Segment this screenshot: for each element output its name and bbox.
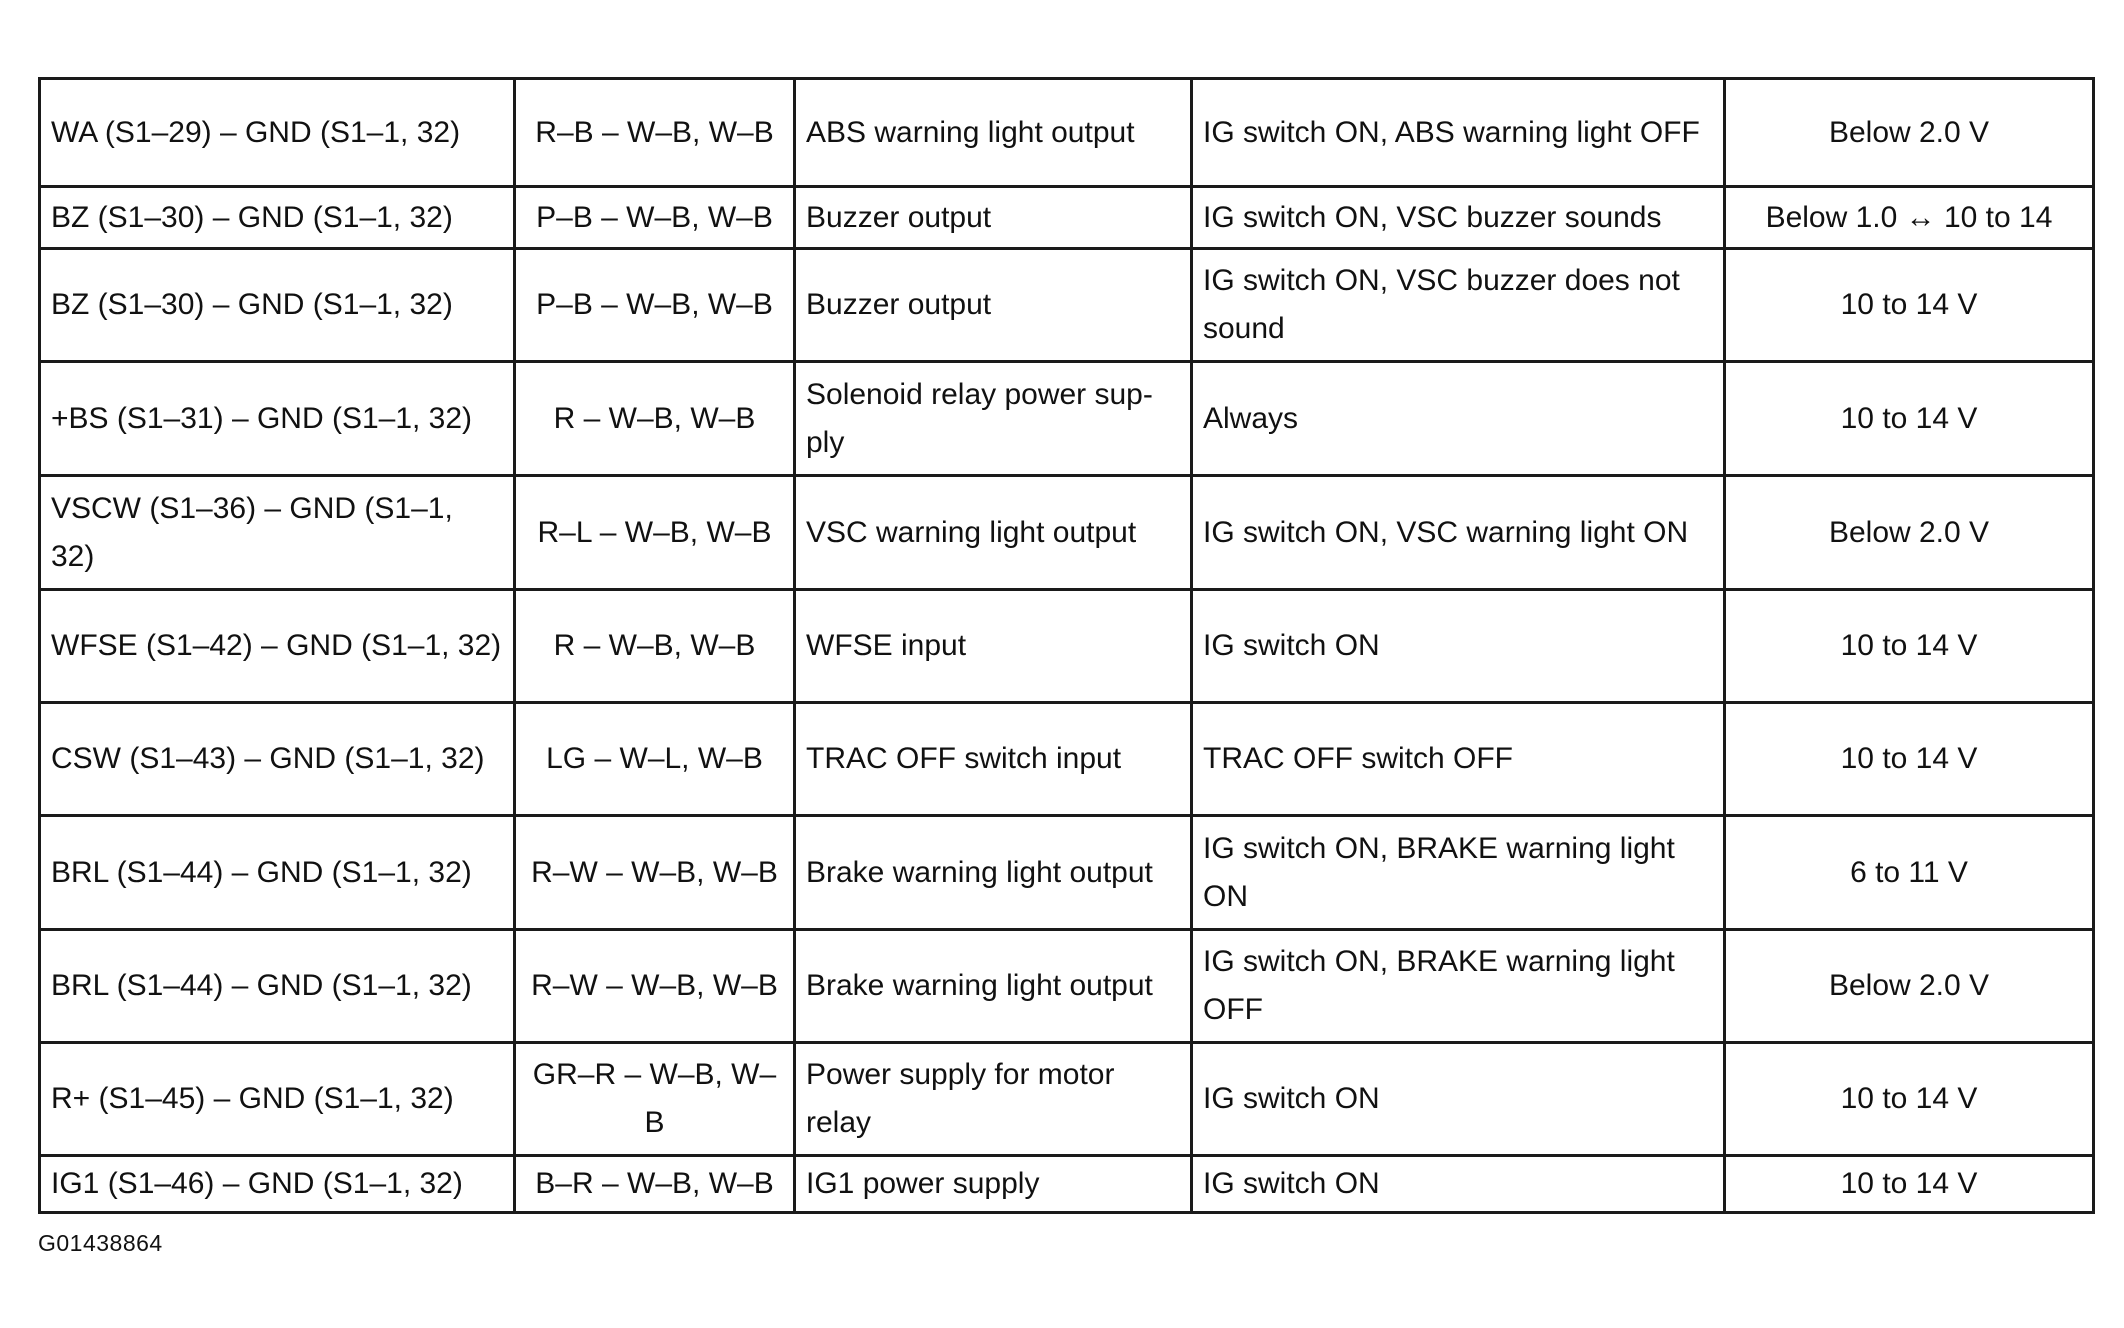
condition-cell: Always (1192, 362, 1725, 476)
wiring-color-cell: R – W–B, W–B (515, 362, 795, 476)
specified-value-cell: Below 2.0 V (1725, 930, 2094, 1043)
table-body (40, 79, 2094, 1213)
terminal-cell: BZ (S1–30) – GND (S1–1, 32) (40, 187, 515, 249)
condition-cell: IG switch ON (1192, 1043, 1725, 1156)
condition-cell: IG switch ON, ABS warning light OFF (1192, 79, 1725, 187)
specified-value-cell: 10 to 14 V (1725, 590, 2094, 703)
wiring-color-cell: R–W – W–B, W–B (515, 930, 795, 1043)
terminal-cell: BRL (S1–44) – GND (S1–1, 32) (40, 816, 515, 930)
terminal-cell: +BS (S1–31) – GND (S1–1, 32) (40, 362, 515, 476)
figure-id: G01438864 (38, 1230, 163, 1256)
condition-cell: TRAC OFF switch OFF (1192, 703, 1725, 816)
table-row (40, 79, 2094, 187)
terminal-cell: R+ (S1–45) – GND (S1–1, 32) (40, 1043, 515, 1156)
condition-cell: IG switch ON, VSC buzzer sounds (1192, 187, 1725, 249)
table-row (40, 590, 2094, 703)
condition-cell: IG switch ON, BRAKE warning light OFF (1192, 930, 1725, 1043)
description-cell: VSC warning light output (795, 476, 1192, 590)
description-cell: Buzzer output (795, 187, 1192, 249)
description-cell: ABS warning light output (795, 79, 1192, 187)
condition-cell: IG switch ON (1192, 590, 1725, 703)
table-row (40, 1043, 2094, 1156)
table-row (40, 1156, 2094, 1213)
wiring-color-cell: GR–R – W–B, W–B (515, 1043, 795, 1156)
description-cell: WFSE input (795, 590, 1192, 703)
description-cell: Brake warning light output (795, 816, 1192, 930)
description-cell: Power supply for motor relay (795, 1043, 1192, 1156)
terminal-cell: VSCW (S1–36) – GND (S1–1, 32) (40, 476, 515, 590)
description-cell: Solenoid relay power sup-ply (795, 362, 1192, 476)
terminal-cell: CSW (S1–43) – GND (S1–1, 32) (40, 703, 515, 816)
table-row (40, 476, 2094, 590)
table-row (40, 930, 2094, 1043)
wiring-color-cell: P–B – W–B, W–B (515, 249, 795, 362)
terminal-cell: BZ (S1–30) – GND (S1–1, 32) (40, 249, 515, 362)
terminal-cell: WFSE (S1–42) – GND (S1–1, 32) (40, 590, 515, 703)
wiring-color-cell: R–W – W–B, W–B (515, 816, 795, 930)
description-cell: IG1 power supply (795, 1156, 1192, 1213)
table-row (40, 703, 2094, 816)
condition-cell: IG switch ON, VSC warning light ON (1192, 476, 1725, 590)
condition-cell: IG switch ON, BRAKE warning light ON (1192, 816, 1725, 930)
specified-value-cell: Below 1.0 ↔ 10 to 14 (1725, 187, 2094, 249)
terminal-voltage-table (38, 77, 2095, 1214)
terminal-cell: WA (S1–29) – GND (S1–1, 32) (40, 79, 515, 187)
description-cell: Buzzer output (795, 249, 1192, 362)
specified-value-cell: 10 to 14 V (1725, 1156, 2094, 1213)
wiring-color-cell: P–B – W–B, W–B (515, 187, 795, 249)
specified-value-cell: 10 to 14 V (1725, 703, 2094, 816)
wiring-color-cell: R–B – W–B, W–B (515, 79, 795, 187)
table-row (40, 362, 2094, 476)
wiring-color-cell: B–R – W–B, W–B (515, 1156, 795, 1213)
table-row (40, 187, 2094, 249)
condition-cell: IG switch ON, VSC buzzer does not sound (1192, 249, 1725, 362)
specified-value-cell: Below 2.0 V (1725, 79, 2094, 187)
wiring-color-cell: R – W–B, W–B (515, 590, 795, 703)
condition-cell: IG switch ON (1192, 1156, 1725, 1213)
specified-value-cell: Below 2.0 V (1725, 476, 2094, 590)
specified-value-cell: 10 to 14 V (1725, 1043, 2094, 1156)
terminal-cell: IG1 (S1–46) – GND (S1–1, 32) (40, 1156, 515, 1213)
specified-value-cell: 6 to 11 V (1725, 816, 2094, 930)
terminal-cell: BRL (S1–44) – GND (S1–1, 32) (40, 930, 515, 1043)
description-cell: TRAC OFF switch input (795, 703, 1192, 816)
specified-value-cell: 10 to 14 V (1725, 249, 2094, 362)
description-cell: Brake warning light output (795, 930, 1192, 1043)
wiring-color-cell: LG – W–L, W–B (515, 703, 795, 816)
table-row (40, 816, 2094, 930)
table-row (40, 249, 2094, 362)
wiring-color-cell: R–L – W–B, W–B (515, 476, 795, 590)
specified-value-cell: 10 to 14 V (1725, 362, 2094, 476)
